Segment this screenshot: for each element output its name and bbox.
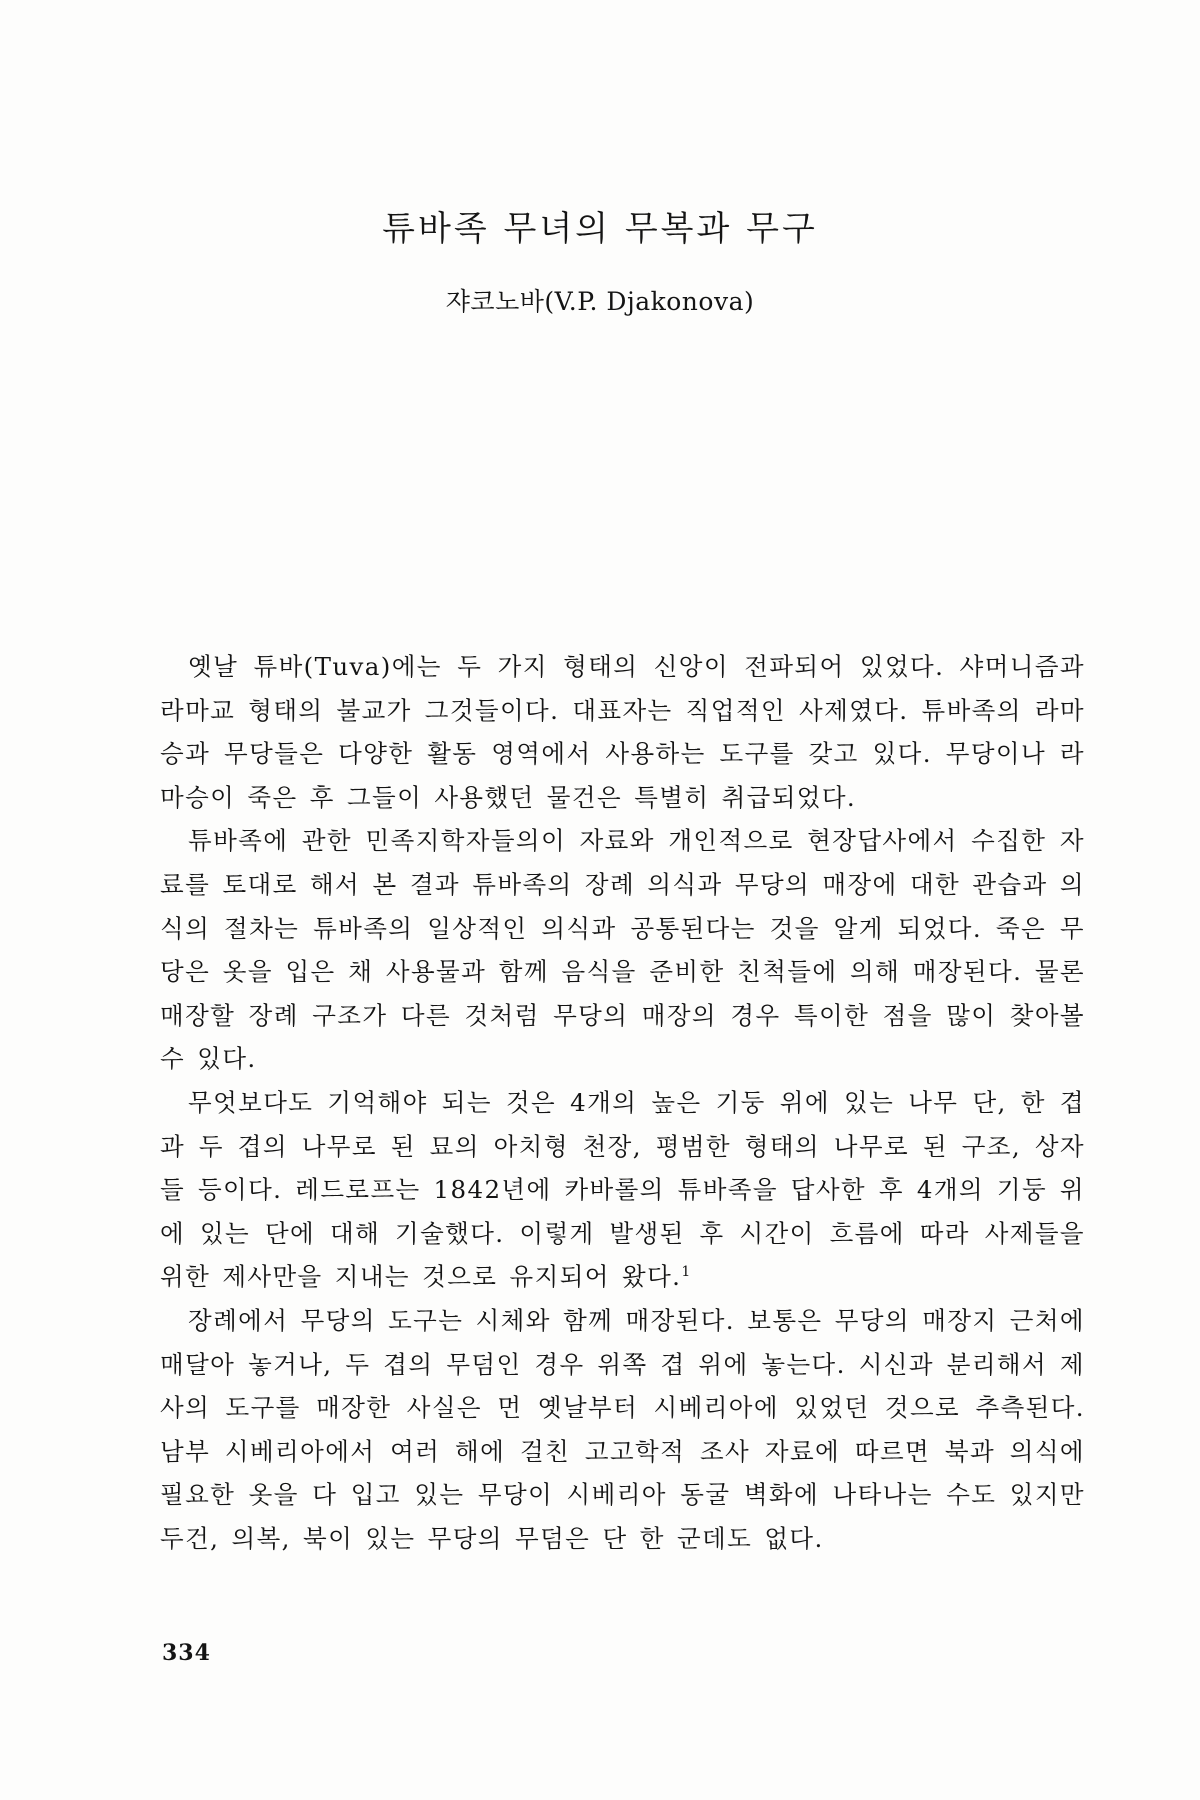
footnote-marker: 1 [681, 1264, 691, 1281]
paragraph-3-text: 무엇보다도 기억해야 되는 것은 4개의 높은 기둥 위에 있는 나무 단, 한 겹과 두 겹의 나무로 된 묘의 아치형 천장, 평범한 형태의 나무로 된 구조, 상자들 등이다. 레드로프는 1842년에 카바롤의 튜바족을 답사한 후 4개의 기둥 위에 있는 단에 대해 기술했다. 이렇게 발생된 후 시간이 흐름에 따라 사제들을 위한 제사만을 지내는 것으로 유지되어 왔다. [160, 1087, 1085, 1292]
page-number: 334 [162, 1640, 211, 1666]
paragraph-4: 장례에서 무당의 도구는 시체와 함께 매장된다. 보통은 무당의 매장지 근처에 매달아 놓거나, 두 겹의 무덤인 경우 위쪽 겹 위에 놓는다. 시신과 분리해서 제사의 도구를 매장한 사실은 먼 옛날부터 시베리아에 있었던 것으로 추측된다. 남부 시베리아에서 여러 해에 걸친 고고학적 조사 자료에 따르면 북과 의식에 필요한 옷을 다 입고 있는 무당이 시베리아 동굴 벽화에 나타나는 수도 있지만 두건, 의복, 북이 있는 무당의 무덤은 단 한 군데도 없다. [160, 1305, 1085, 1553]
paragraph-2: 튜바족에 관한 민족지학자들의이 자료와 개인적으로 현장답사에서 수집한 자료를 토대로 해서 본 결과 튜바족의 장례 의식과 무당의 매장에 대한 관습과 의식의 절차는 튜바족의 일상적인 의식과 공통된다는 것을 알게 되었다. 죽은 무당은 옷을 입은 채 사용물과 함께 음식을 준비한 친척들에 의해 매장된다. 물론 매장할 장례 구조가 다른 것처럼 무당의 매장의 경우 특이한 점을 많이 찾아볼 수 있다. [160, 826, 1085, 1074]
body-text [160, 645, 1085, 1560]
paragraph-3 [160, 1081, 1085, 1299]
document-title: 튜바족 무녀의 무복과 무구 [382, 208, 818, 249]
author-line: 쟈코노바(V.P. Djakonova) [445, 287, 755, 316]
paragraph-1: 옛날 튜바(Tuva)에는 두 가지 형태의 신앙이 전파되어 있었다. 샤머니즘과 라마교 형태의 불교가 그것들이다. 대표자는 직업적인 사제였다. 튜바족의 라마승과 무당들은 다양한 활동 영역에서 사용하는 도구를 갖고 있다. 무당이나 라마승이 죽은 후 그들이 사용했던 물건은 특별히 취급되었다. [160, 652, 1085, 812]
